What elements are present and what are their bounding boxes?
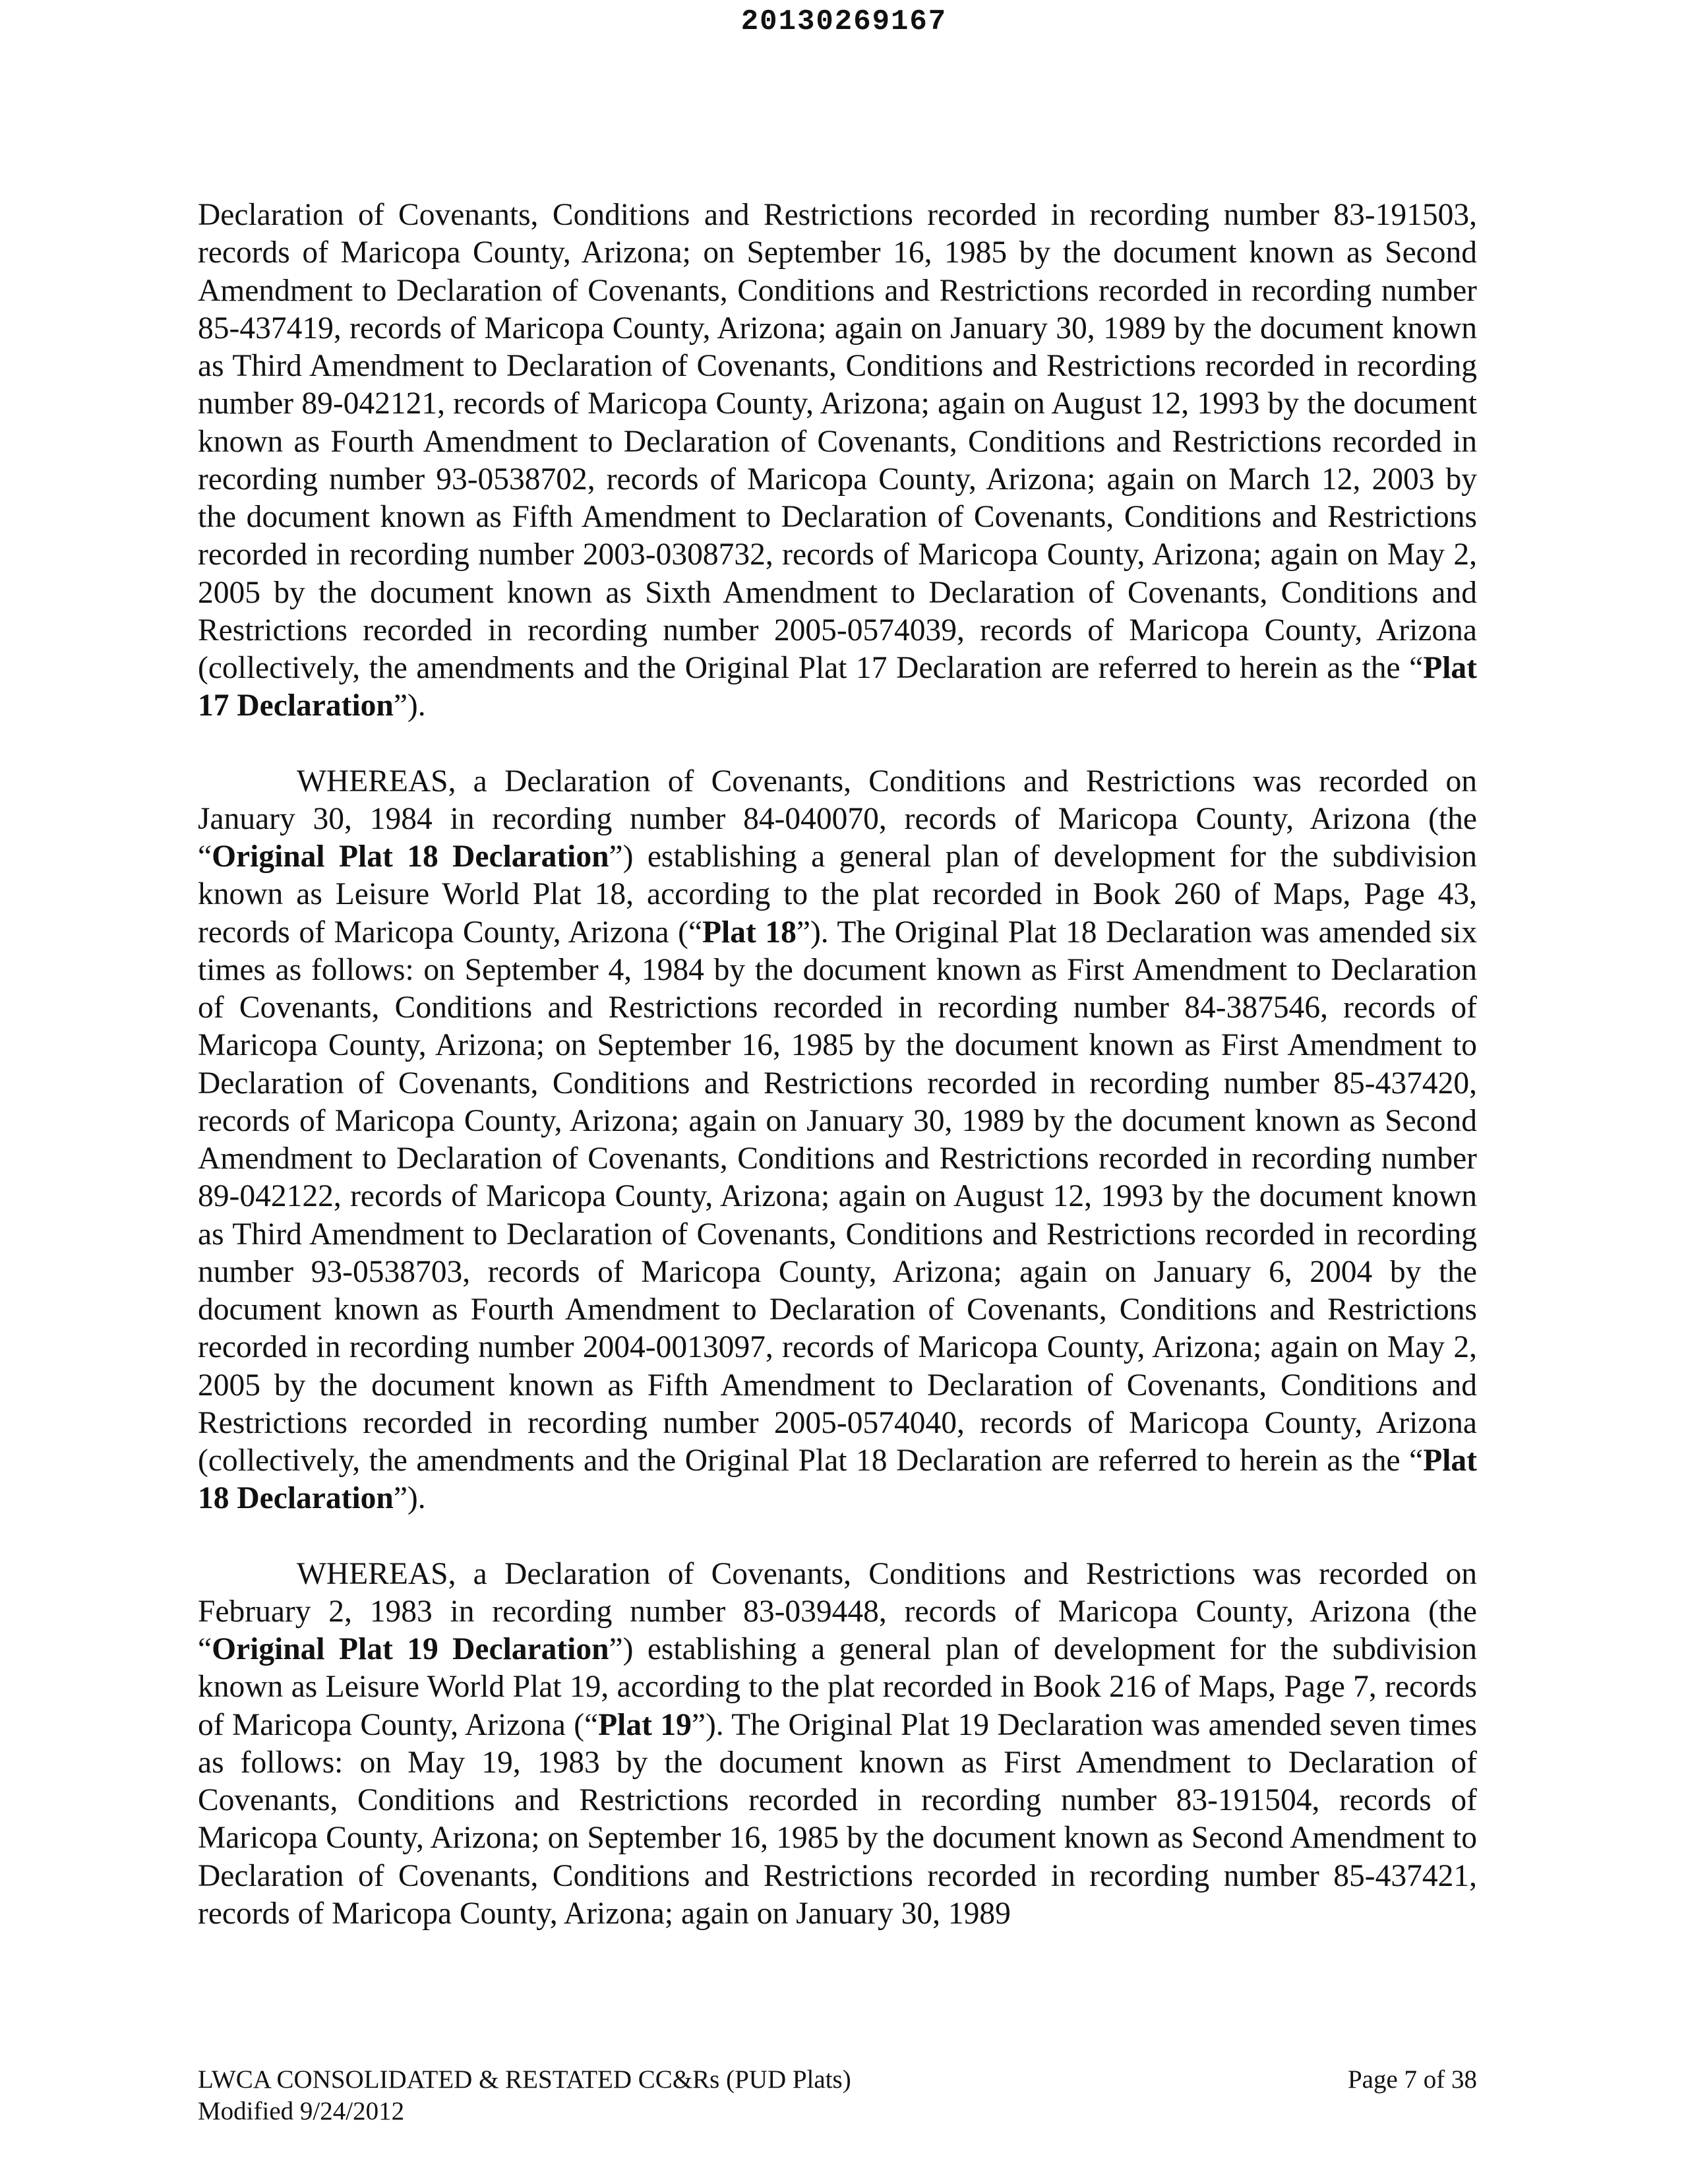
defined-term: Plat 19 [598,1707,692,1742]
footer-left [198,2064,851,2127]
paragraph-text: ”). The Original Plat 18 Declaration was amended six times as follows: on September 4, 1984 by the document known as First Amendment to Declaration of Covenants, Conditions and Restrictions recorded in recording number 84-387546, records of Maricopa County, Arizona; on September 16, 1985 by the document known as First Amendment to Declaration of Covenants, Conditions and Restrictions recorded in recording number 85-437420, records of Maricopa County, Arizona; again on January 30, 1989 by the document known as Second Amendment to Declaration of Covenants, Conditions and Restrictions recorded in recording number 89-042122, records of Maricopa County, Arizona; again on August 12, 1993 by the document known as Third Amendment to Declaration of Covenants, Conditions and Restrictions recorded in recording number 93-0538703, records of Maricopa County, Arizona; again on January 6, 2004 by the document known as Fourth Amendment to Declaration of Covenants, Conditions and Restrictions recorded in recording number 2004-0013097, records of Maricopa County, Arizona; again on May 2, 2005 by the document known as Fifth Amendment to Declaration of Covenants, Conditions and Restrictions recorded in recording number 2005-0574040, records of Maricopa County, Arizona (collectively, the amendments and the Original Plat 18 Declaration are referred to herein as the “ [198,915,1477,1478]
page-footer [198,2064,1477,2127]
defined-term: Original Plat 18 Declaration [212,839,609,874]
paragraph-text: Declaration of Covenants, Conditions and Restrictions recorded in recording number 83-191503, records of Maricopa County, Arizona; on September 16, 1985 by the document known as Second Amendment to Declaration of Covenants, Conditions and Restrictions recorded in recording number 85-437419, records of Maricopa County, Arizona; again on January 30, 1989 by the document known as Third Amendment to Declaration of Covenants, Conditions and Restrictions recorded in recording number 89-042121, records of Maricopa County, Arizona; again on August 12, 1993 by the document known as Fourth Amendment to Declaration of Covenants, Conditions and Restrictions recorded in recording number 93-0538702, records of Maricopa County, Arizona; again on March 12, 2003 by the document known as Fifth Amendment to Declaration of Covenants, Conditions and Restrictions recorded in recording number 2003-0308732, records of Maricopa County, Arizona; again on May 2, 2005 by the document known as Sixth Amendment to Declaration of Covenants, Conditions and Restrictions recorded in recording number 2005-0574039, records of Maricopa County, Arizona (collectively, the amendments and the Original Plat 17 Declaration are referred to herein as the “ [198,198,1477,685]
paragraph-text: ”) establishing a general plan of development for the subdivision known as Leisure World Plat 18, according to the plat recorded in Book 260 of Maps, Page 43, records of Maricopa County, Arizona (“ [198,839,1477,950]
page-number: Page 7 of 38 [1347,2065,1477,2094]
footer-modified-date: Modified 9/24/2012 [198,2097,405,2125]
paragraph-text: ”). The Original Plat 19 Declaration was amended seven times as follows: on May 19, 1983 by the document known as First Amendment to Declaration of Covenants, Conditions and Restrictions recorded in recording number 83-191504, records of Maricopa County, Arizona; on September 16, 1985 by the document known as Second Amendment to Declaration of Covenants, Conditions and Restrictions recorded in recording number 85-437421, records of Maricopa County, Arizona; again on January 30, 1989 [198,1707,1478,1931]
paragraph-plat-19 [198,1556,1477,1933]
paragraph-text: ”) establishing a general plan of development for the subdivision known as Leisure World Plat 19, according to the plat recorded in Book 216 of Maps, Page 7, records of Maricopa County, Arizona (“ [198,1632,1477,1742]
paragraph-text: WHEREAS, a Declaration of Covenants, Conditions and Restrictions was recorded on January 30, 1984 in recording number 84-040070, records of Maricopa County, Arizona (the “ [198,764,1477,874]
defined-term: Original Plat 19 Declaration [212,1632,609,1666]
paragraph-text: ”). [393,1481,426,1516]
paragraph-plat-17-continued [198,197,1477,725]
paragraph-text: WHEREAS, a Declaration of Covenants, Conditions and Restrictions was recorded on February 2, 1983 in recording number 83-039448, records of Maricopa County, Arizona (the “ [198,1556,1477,1666]
defined-term: Plat 17 Declaration [198,651,1477,723]
footer-document-title: LWCA CONSOLIDATED & RESTATED CC&Rs (PUD Plats) [198,2065,851,2094]
defined-term: Plat 18 [702,915,797,950]
recording-number: 20130269167 [740,5,948,38]
paragraph-text: ”). [393,688,426,723]
document-body [198,197,1477,1933]
paragraph-plat-18 [198,763,1477,1518]
defined-term: Plat 18 Declaration [198,1443,1477,1516]
